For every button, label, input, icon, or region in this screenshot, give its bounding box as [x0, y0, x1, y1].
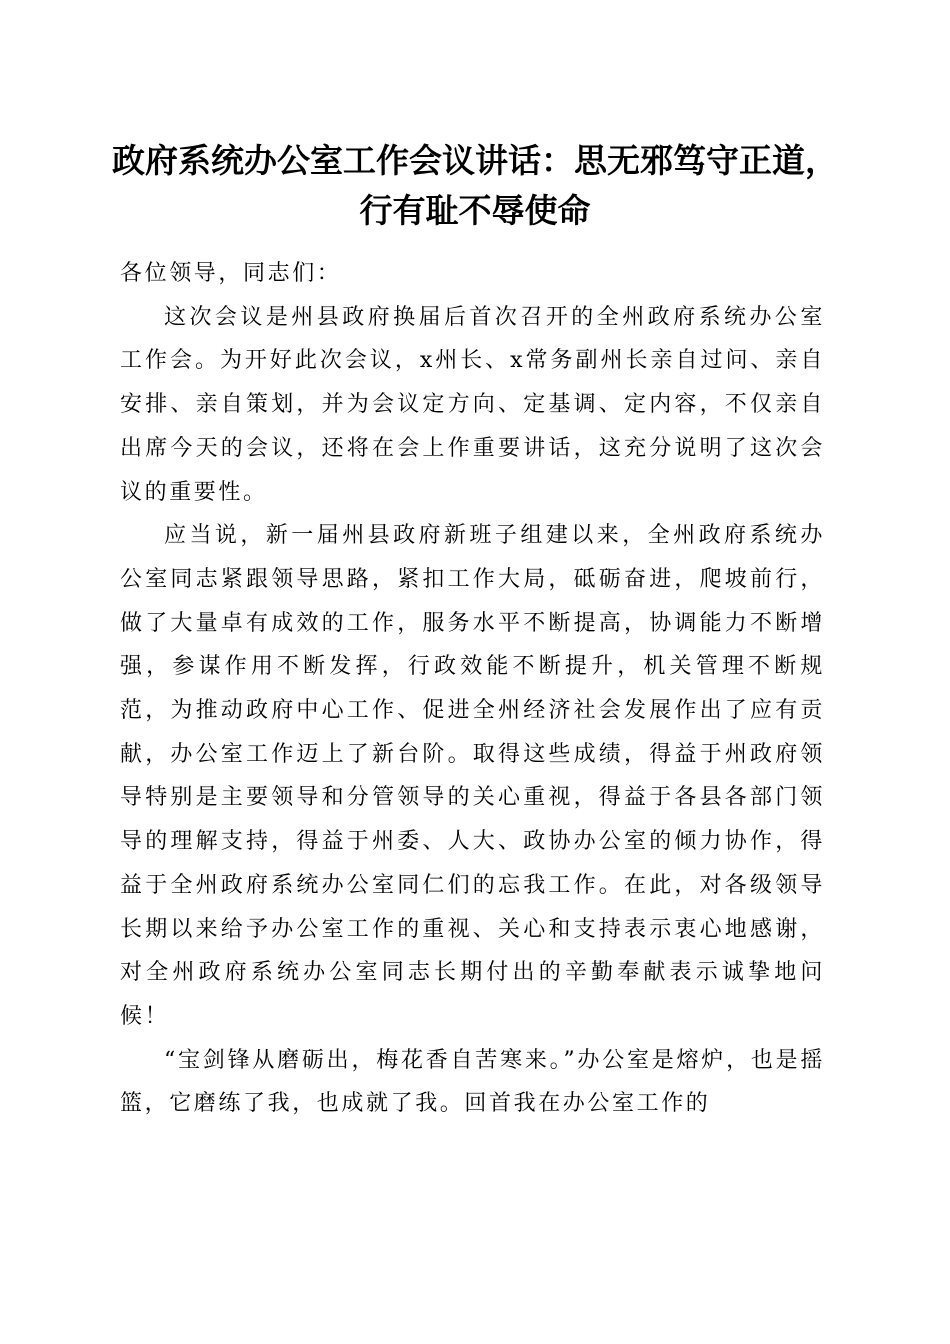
paragraph: 应当说，新一届州县政府新班子组建以来，全州政府系统办公室同志紧跟领导思路，紧扣工作大局，砥砺奋进，爬坡前行，做了大量卓有成效的工作，服务水平不断提高，协调能力不断增强，参谋作用不断发挥，行政效能不断提升，机关管理不断规范，为推动政府中心工作、促进全州经济社会发展作出了应有贡献，办公室工作迈上了新台阶。取得这些成绩，得益于州政府领导特别是主要领导和分管领导的关心重视，得益于各县各部门领导的理解支持，得益于州委、人大、政协办公室的倾力协作，得益于全州政府系统办公室同仁们的忘我工作。在此，对各级领导长期以来给予办公室工作的重视、关心和支持表示衷心地感谢，对全州政府系统办公室同志长期付出的辛勤奉献表示诚挚地问候！	[120, 523, 825, 1029]
paragraph: “宝剑锋从磨砺出，梅花香自苦寒来。”办公室是熔炉，也是摇篮，它磨练了我，也成就了我。回首我在办公室工作的	[120, 1047, 825, 1117]
document-body	[120, 252, 825, 1126]
document-title: 政府系统办公室工作会议讲话：思无邪笃守正道，行有耻不辱使命	[112, 141, 838, 230]
paragraph: 这次会议是州县政府换届后首次召开的全州政府系统办公室工作会。为开好此次会议，x州长、x常务副州长亲自过问、亲自安排、亲自策划，并为会议定方向、定基调、定内容，不仅亲自出席今天的会议，还将在会上作重要讲话，这充分说明了这次会议的重要性。	[120, 304, 825, 505]
salutation: 各位领导，同志们：	[120, 261, 342, 286]
